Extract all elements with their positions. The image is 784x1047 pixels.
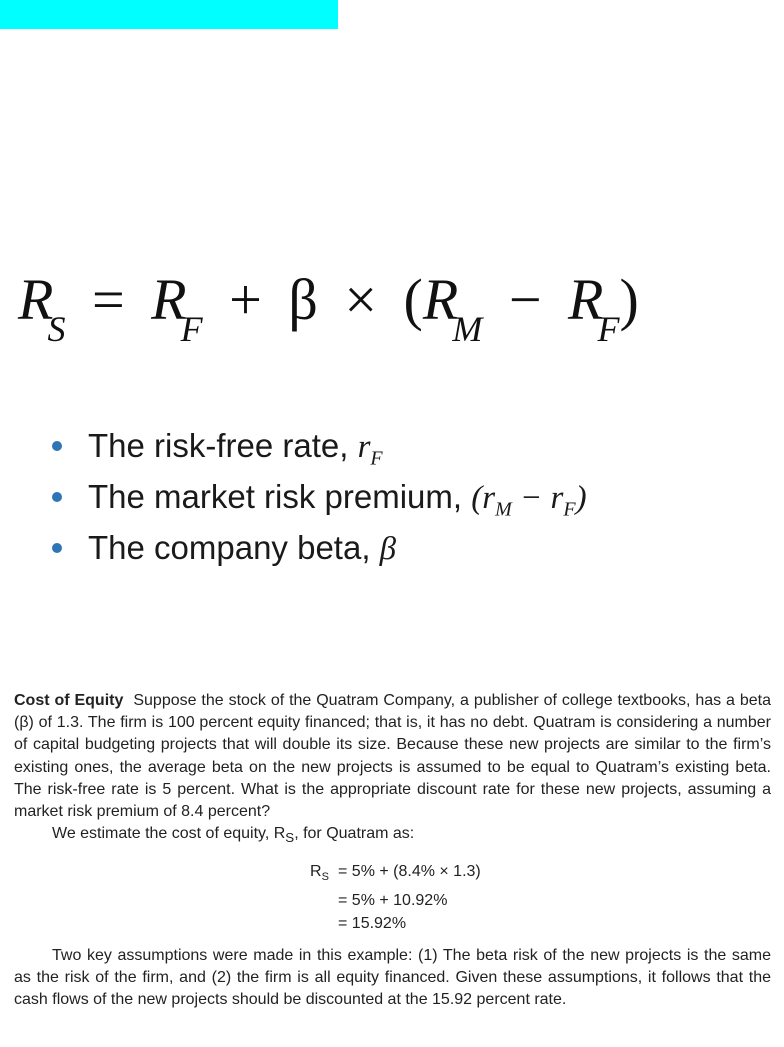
bullet-dot-icon xyxy=(52,492,62,502)
calc-lhs xyxy=(310,860,338,889)
bullet-math-var: (r xyxy=(471,480,496,516)
bullet-text: The company beta, xyxy=(88,529,380,566)
bullet-text: The risk-free rate, xyxy=(88,427,358,464)
formula-rf2-var: R xyxy=(568,267,604,332)
formula-rf2-sub: F xyxy=(597,309,620,349)
calc-line-3-text: = 15.92% xyxy=(338,914,407,932)
list-item xyxy=(52,420,752,471)
paragraph-body: Suppose the stock of the Quatram Company, a publisher of college textbooks, has a beta (β) of 1.3. The firm is 100 percent equity financed; that is, it has no debt. Quatram is considering a number of capital budgeting projects that will double its size. Because these new projects are similar to the firm’s existing ones, the average beta on the new projects is assumed to be equal to Quatram’s existing beta. The risk-free rate is 5 percent. What is the appropriate discount rate for these new projects, assuming a market risk premium of 8.4 percent? xyxy=(14,692,771,821)
capm-inputs-list xyxy=(52,420,752,573)
formula-plus: + xyxy=(229,267,262,332)
bullet-dot-icon xyxy=(52,441,62,451)
paragraph-estimate xyxy=(14,823,771,849)
bullet-math-var: β xyxy=(379,531,397,567)
bullet-math-close: ) xyxy=(575,480,587,516)
bullet-text: The market risk premium, xyxy=(88,478,472,515)
section-lead: Cost of Equity xyxy=(14,692,124,709)
formula-times: × xyxy=(344,267,378,332)
bullet-math xyxy=(357,429,383,470)
bullet-math-sub: F xyxy=(370,447,383,470)
formula-rf-var: R xyxy=(151,267,187,332)
formula-equals: = xyxy=(91,267,125,332)
bullet-math-sub2: F xyxy=(563,498,576,521)
highlight-bar xyxy=(0,0,338,29)
formula-close-paren: ) xyxy=(619,267,639,332)
formula-rm-sub: M xyxy=(452,309,483,349)
formula-rf-sub: F xyxy=(180,309,203,349)
formula-rs-var: R xyxy=(18,267,54,332)
calc-line-2-text: = 5% + 10.92% xyxy=(338,891,448,909)
calc-line-1 xyxy=(310,860,771,889)
bullet-math xyxy=(380,531,396,567)
capm-formula xyxy=(18,250,718,350)
paragraph-assumptions: Two key assumptions were made in this example: (1) The beta risk of the new projects is the same as the risk of the firm, and (2) the firm is all equity financed. Given these assumptions, it follows that the cash flows of the new projects should be discounted at the 15.92 percent rate. xyxy=(14,946,771,1009)
formula-minus: − xyxy=(508,267,542,332)
calc-line-3 xyxy=(310,912,771,935)
paragraph-cost-of-equity xyxy=(14,690,771,823)
list-item xyxy=(52,471,752,522)
estimate-before: We estimate the cost of equity, R xyxy=(52,825,286,843)
formula-open-paren: ( xyxy=(403,267,423,332)
calc-line-1-text: = 5% + (8.4% × 1.3) xyxy=(338,862,481,880)
estimate-after: , for Quatram as: xyxy=(294,825,415,843)
calc-lhs-var: R xyxy=(310,862,322,880)
calc-line-2 xyxy=(310,889,771,912)
formula-beta: β xyxy=(288,267,318,332)
list-item xyxy=(52,522,752,573)
formula-rs-sub: S xyxy=(47,309,66,349)
calculation xyxy=(310,860,771,935)
formula-rm-var: R xyxy=(422,267,459,332)
bullet-math xyxy=(471,480,587,521)
calc-lhs-sub: S xyxy=(321,870,329,883)
bullet-math-var: r xyxy=(357,429,371,465)
estimate-sub: S xyxy=(285,830,295,846)
bullet-math-sub: M xyxy=(495,498,512,521)
bullet-math-tail: − r xyxy=(511,480,564,516)
bullet-dot-icon xyxy=(52,543,62,553)
example-text xyxy=(14,690,771,1011)
